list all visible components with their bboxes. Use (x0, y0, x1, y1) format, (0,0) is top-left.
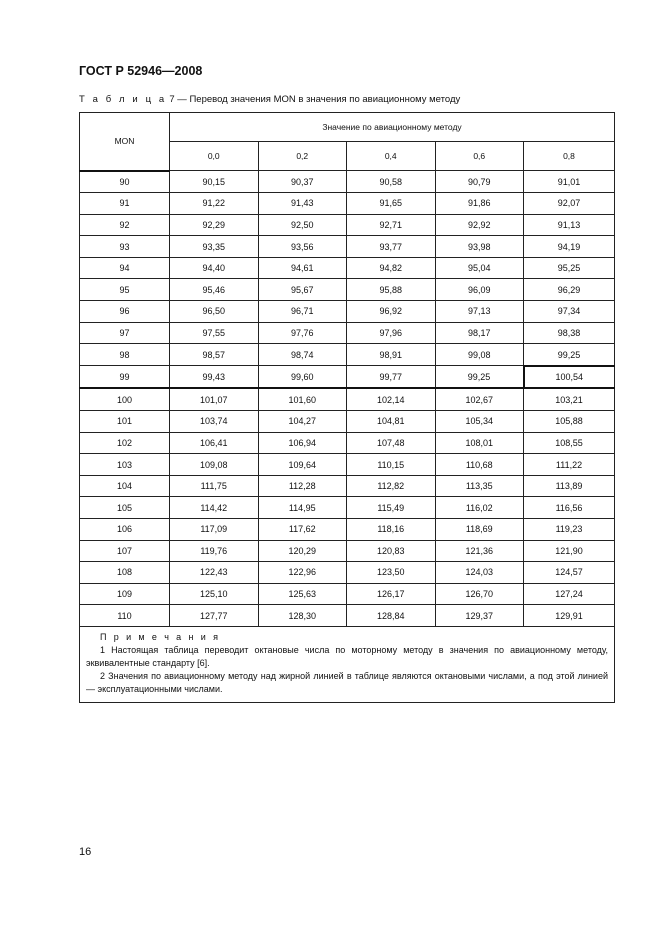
notes-title: П р и м е ч а н и я (100, 631, 221, 642)
aviation-value-cell: 106,94 (258, 432, 347, 454)
aviation-value-cell: 119,23 (524, 519, 615, 541)
aviation-value-cell: 97,55 (170, 322, 259, 344)
table-row (80, 193, 615, 215)
aviation-value-cell: 128,84 (347, 605, 436, 627)
aviation-value-cell: 92,92 (435, 214, 524, 236)
aviation-value-cell: 106,41 (170, 432, 259, 454)
aviation-value-cell: 102,67 (435, 388, 524, 410)
aviation-value-cell: 97,13 (435, 301, 524, 323)
table-row (80, 257, 615, 279)
aviation-value-cell: 93,35 (170, 236, 259, 258)
mon-value-cell: 96 (80, 301, 170, 323)
aviation-value-cell: 91,43 (258, 193, 347, 215)
aviation-value-cell: 94,19 (524, 236, 615, 258)
aviation-value-cell: 125,63 (258, 583, 347, 605)
table-row (80, 411, 615, 433)
aviation-value-cell: 99,08 (435, 344, 524, 366)
mon-value-cell: 99 (80, 366, 170, 389)
aviation-value-cell: 113,89 (524, 475, 615, 497)
aviation-value-cell: 121,90 (524, 540, 615, 562)
subheader-cell: 0,4 (347, 142, 436, 171)
aviation-value-cell: 94,40 (170, 257, 259, 279)
aviation-value-cell: 110,15 (347, 454, 436, 476)
aviation-value-cell: 108,55 (524, 432, 615, 454)
aviation-value-cell: 95,88 (347, 279, 436, 301)
aviation-value-cell: 114,42 (170, 497, 259, 519)
aviation-value-cell: 113,35 (435, 475, 524, 497)
page-number: 16 (79, 846, 92, 858)
note-item: 2 Значения по авиационному методу над жирной линией в таблице являются октановыми числами, а под этой линией — эксплуатационными числами. (86, 670, 608, 694)
aviation-value-cell: 124,57 (524, 562, 615, 584)
aviation-value-cell: 116,56 (524, 497, 615, 519)
mon-value-cell: 108 (80, 562, 170, 584)
table-row (80, 432, 615, 454)
aviation-value-cell: 93,56 (258, 236, 347, 258)
table-row (80, 475, 615, 497)
aviation-value-cell: 96,29 (524, 279, 615, 301)
table-row (80, 454, 615, 476)
aviation-value-cell: 107,48 (347, 432, 436, 454)
aviation-value-cell: 125,10 (170, 583, 259, 605)
aviation-value-cell: 112,28 (258, 475, 347, 497)
aviation-value-cell: 128,30 (258, 605, 347, 627)
subheader-cell: 0,0 (170, 142, 259, 171)
aviation-value-cell: 115,49 (347, 497, 436, 519)
mon-value-cell: 92 (80, 214, 170, 236)
table-row (80, 279, 615, 301)
table-row (80, 605, 615, 627)
aviation-value-cell: 90,79 (435, 171, 524, 193)
aviation-value-cell: 126,70 (435, 583, 524, 605)
aviation-value-cell: 122,96 (258, 562, 347, 584)
mon-value-cell: 106 (80, 519, 170, 541)
mon-value-cell: 109 (80, 583, 170, 605)
mon-column-header: MON (80, 113, 170, 171)
mon-value-cell: 100 (80, 388, 170, 410)
aviation-value-cell: 124,03 (435, 562, 524, 584)
aviation-value-cell: 90,37 (258, 171, 347, 193)
aviation-value-cell: 91,01 (524, 171, 615, 193)
table-row (80, 388, 615, 410)
table-caption-prefix: Т а б л и ц а (79, 94, 167, 105)
aviation-value-cell: 127,77 (170, 605, 259, 627)
aviation-value-cell: 118,16 (347, 519, 436, 541)
mon-value-cell: 102 (80, 432, 170, 454)
conversion-table (79, 112, 615, 703)
aviation-value-cell: 121,36 (435, 540, 524, 562)
aviation-value-cell: 120,29 (258, 540, 347, 562)
aviation-value-cell: 126,17 (347, 583, 436, 605)
aviation-value-cell: 96,92 (347, 301, 436, 323)
aviation-value-cell: 94,61 (258, 257, 347, 279)
aviation-value-cell: 110,68 (435, 454, 524, 476)
table-row (80, 519, 615, 541)
subheader-cell: 0,6 (435, 142, 524, 171)
aviation-group-header: Значение по авиационному методу (170, 113, 615, 142)
aviation-value-cell: 96,50 (170, 301, 259, 323)
mon-value-cell: 91 (80, 193, 170, 215)
aviation-value-cell: 92,29 (170, 214, 259, 236)
mon-value-cell: 90 (80, 171, 170, 193)
aviation-value-cell: 99,60 (258, 366, 347, 389)
aviation-value-cell: 91,86 (435, 193, 524, 215)
aviation-value-cell: 92,50 (258, 214, 347, 236)
table-row (80, 540, 615, 562)
notes-cell (80, 626, 615, 702)
table-row (80, 497, 615, 519)
aviation-value-cell: 98,17 (435, 322, 524, 344)
aviation-value-cell: 97,34 (524, 301, 615, 323)
aviation-value-cell: 109,64 (258, 454, 347, 476)
aviation-value-cell: 111,22 (524, 454, 615, 476)
mon-value-cell: 105 (80, 497, 170, 519)
aviation-value-cell: 129,37 (435, 605, 524, 627)
aviation-value-cell: 114,95 (258, 497, 347, 519)
aviation-value-cell: 91,22 (170, 193, 259, 215)
mon-value-cell: 107 (80, 540, 170, 562)
mon-value-cell: 98 (80, 344, 170, 366)
aviation-value-cell: 97,76 (258, 322, 347, 344)
aviation-value-cell: 104,27 (258, 411, 347, 433)
aviation-value-cell: 111,75 (170, 475, 259, 497)
aviation-value-cell: 95,25 (524, 257, 615, 279)
aviation-value-cell: 90,15 (170, 171, 259, 193)
mon-value-cell: 104 (80, 475, 170, 497)
aviation-value-cell: 112,82 (347, 475, 436, 497)
aviation-value-cell: 117,09 (170, 519, 259, 541)
table-row (80, 366, 615, 389)
aviation-value-cell: 127,24 (524, 583, 615, 605)
mon-value-cell: 110 (80, 605, 170, 627)
aviation-value-cell: 92,71 (347, 214, 436, 236)
aviation-value-cell: 98,57 (170, 344, 259, 366)
aviation-value-cell: 91,65 (347, 193, 436, 215)
subheader-cell: 0,2 (258, 142, 347, 171)
mon-value-cell: 103 (80, 454, 170, 476)
subheader-cell: 0,8 (524, 142, 615, 171)
aviation-value-cell: 96,09 (435, 279, 524, 301)
aviation-value-cell: 123,50 (347, 562, 436, 584)
aviation-value-cell: 108,01 (435, 432, 524, 454)
table-row (80, 301, 615, 323)
aviation-value-cell: 109,08 (170, 454, 259, 476)
aviation-value-cell: 99,25 (435, 366, 524, 389)
aviation-value-cell: 102,14 (347, 388, 436, 410)
table-caption (79, 94, 460, 105)
table-row (80, 562, 615, 584)
note-item: 1 Настоящая таблица переводит октановые числа по моторному методу в значения по авиационному методу, эквивалентные стандарту [6]. (86, 644, 608, 668)
aviation-value-cell: 122,43 (170, 562, 259, 584)
aviation-value-cell: 92,07 (524, 193, 615, 215)
aviation-value-cell: 103,74 (170, 411, 259, 433)
mon-value-cell: 101 (80, 411, 170, 433)
aviation-value-cell: 97,96 (347, 322, 436, 344)
aviation-value-cell: 98,91 (347, 344, 436, 366)
mon-value-cell: 95 (80, 279, 170, 301)
aviation-value-cell: 117,62 (258, 519, 347, 541)
aviation-value-cell: 98,74 (258, 344, 347, 366)
aviation-value-cell: 103,21 (524, 388, 615, 410)
aviation-value-cell: 94,82 (347, 257, 436, 279)
table-row (80, 236, 615, 258)
table-row (80, 171, 615, 193)
document-id: ГОСТ Р 52946—2008 (79, 64, 203, 78)
mon-value-cell: 93 (80, 236, 170, 258)
aviation-value-cell: 101,60 (258, 388, 347, 410)
notes-row (80, 626, 615, 702)
aviation-value-cell: 98,38 (524, 322, 615, 344)
aviation-value-cell: 104,81 (347, 411, 436, 433)
aviation-value-cell: 95,04 (435, 257, 524, 279)
aviation-value-cell: 99,77 (347, 366, 436, 389)
table-row (80, 214, 615, 236)
mon-value-cell: 94 (80, 257, 170, 279)
aviation-value-cell: 118,69 (435, 519, 524, 541)
aviation-value-cell: 95,46 (170, 279, 259, 301)
table-header-row (80, 113, 615, 142)
aviation-value-cell: 99,25 (524, 344, 615, 366)
table-row (80, 322, 615, 344)
aviation-value-cell: 119,76 (170, 540, 259, 562)
aviation-value-cell: 105,34 (435, 411, 524, 433)
aviation-value-cell: 100,54 (524, 366, 615, 389)
aviation-value-cell: 93,98 (435, 236, 524, 258)
aviation-value-cell: 101,07 (170, 388, 259, 410)
table-row (80, 583, 615, 605)
aviation-value-cell: 96,71 (258, 301, 347, 323)
aviation-value-cell: 91,13 (524, 214, 615, 236)
aviation-value-cell: 105,88 (524, 411, 615, 433)
aviation-value-cell: 95,67 (258, 279, 347, 301)
aviation-value-cell: 120,83 (347, 540, 436, 562)
aviation-value-cell: 99,43 (170, 366, 259, 389)
mon-value-cell: 97 (80, 322, 170, 344)
aviation-value-cell: 116,02 (435, 497, 524, 519)
aviation-value-cell: 129,91 (524, 605, 615, 627)
aviation-value-cell: 90,58 (347, 171, 436, 193)
table-caption-text: 7 — Перевод значения MON в значения по авиационному методу (166, 94, 461, 105)
aviation-value-cell: 93,77 (347, 236, 436, 258)
table-row (80, 344, 615, 366)
